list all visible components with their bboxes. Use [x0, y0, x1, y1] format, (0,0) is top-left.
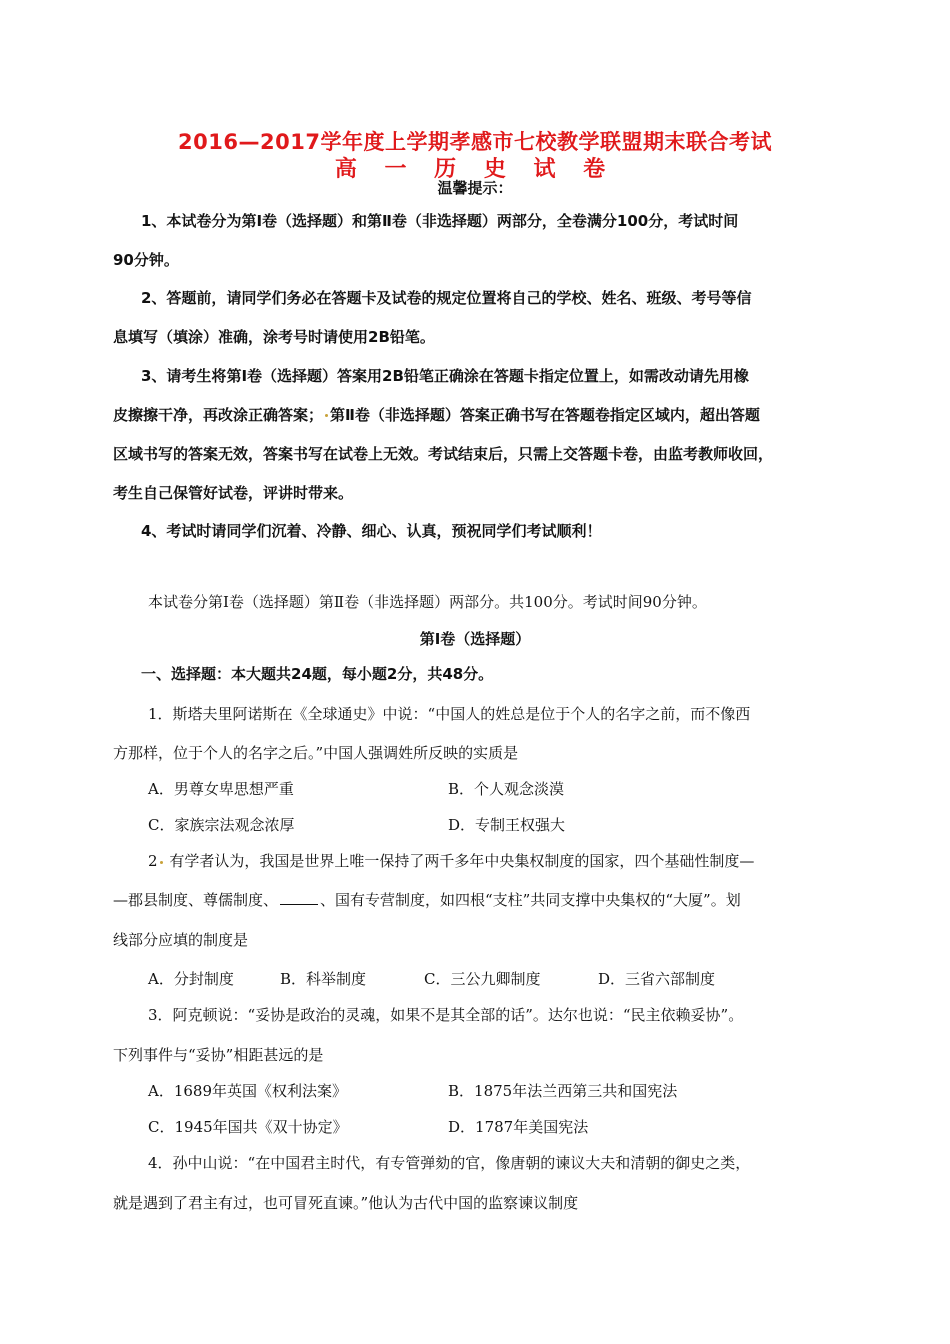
q2-number: 2: [148, 852, 158, 870]
q3-option-c: C．1945年国共《双十协定》: [148, 1118, 348, 1136]
q2-option-a: A．分封制度: [148, 970, 234, 988]
q2-stem-part-1: —郡县制度、尊儒制度、: [113, 891, 279, 909]
q2-stem-text: 有学者认为，我国是世界上唯一保持了两千多年中央集权制度的国家，四个基础性制度—: [169, 852, 755, 870]
section-1-heading: 一、选择题：本大题共24题，每小题2分，共48分。: [141, 665, 494, 683]
fill-in-blank: [280, 890, 318, 905]
q3-stem-line-2: 下列事件与“妥协”相距甚远的是: [113, 1046, 324, 1064]
tip-1-line-1: 1、本试卷分为第Ⅰ卷（选择题）和第Ⅱ卷（非选择题）两部分，全卷满分100分，考试时间: [141, 212, 739, 230]
q2-option-b: B．科举制度: [280, 970, 367, 988]
q2-option-d: D．三省六部制度: [598, 970, 716, 988]
tip-1-line-2: 90分钟。: [113, 251, 179, 269]
q1-option-b: B．个人观念淡漠: [448, 780, 565, 798]
tip-3-line-2-part-1: 皮擦擦干净，再改涂正确答案；: [113, 406, 324, 424]
exam-subtitle: 高 一 历 史 试 卷: [334, 157, 616, 182]
q3-option-d: D．1787年美国宪法: [448, 1118, 589, 1136]
tip-3-line-2: [113, 405, 760, 425]
q1-stem-line-1: 1．斯塔夫里阿诺斯在《全球通史》中说：“中国人的姓总是位于个人的名字之前，而不像西: [148, 705, 751, 723]
q1-option-c: C．家族宗法观念浓厚: [148, 816, 295, 834]
q4-stem-line-2: 就是遇到了君主有过，也可冒死直谏。”他认为古代中国的监察谏议制度: [113, 1194, 579, 1212]
tip-2-line-2: 息填写（填涂）准确，涂考号时请使用2B铅笔。: [113, 328, 435, 346]
exam-title: 2016—2017学年度上学期孝感市七校教学联盟期末联合考试: [178, 130, 772, 154]
tip-4: 4、考试时请同学们沉着、冷静、细心、认真，预祝同学们考试顺利！: [141, 522, 602, 540]
q2-stem-part-2: 、国有专营制度，如四根“支柱”共同支撑中央集权的“大厦”。划: [320, 891, 741, 909]
tip-3-line-1: 3、请考生将第Ⅰ卷（选择题）答案用2B铅笔正确涂在答题卡指定位置上，如需改动请先用橡: [141, 367, 749, 385]
q1-option-d: D．专制王权强大: [448, 816, 566, 834]
tip-3-line-4: 考生自己保管好试卷，评讲时带来。: [113, 484, 354, 502]
tip-3-line-3: 区域书写的答案无效，答案书写在试卷上无效。考试结束后，只需上交答题卡卷，由监考教师收回，: [113, 445, 774, 463]
tip-2-line-1: 2、答题前，请同学们务必在答题卡及试卷的规定位置将自己的学校、姓名、班级、考号等信: [141, 289, 752, 307]
q2-stem-line-2: [113, 890, 741, 910]
intro-text: 本试卷分第Ⅰ卷（选择题）第Ⅱ卷（非选择题）两部分。共100分。考试时间90分钟。: [148, 593, 707, 611]
q3-option-a: A．1689年英国《权利法案》: [148, 1082, 348, 1100]
tip-3-line-2-part-2: 第Ⅱ卷（非选择题）答案正确书写在答题卷指定区域内，超出答题: [330, 406, 760, 424]
q4-stem-line-1: 4．孙中山说：“在中国君主时代，有专管弹劾的官，像唐朝的谏议大夫和清朝的御史之类，: [148, 1154, 751, 1172]
stray-dot-mark: [160, 861, 163, 864]
q3-option-b: B．1875年法兰西第三共和国宪法: [448, 1082, 678, 1100]
stray-dot-mark: [325, 414, 328, 417]
q1-stem-line-2: 方那样，位于个人的名字之后。”中国人强调姓所反映的实质是: [113, 744, 519, 762]
q2-stem-line-1: [148, 851, 754, 871]
q2-stem-line-3: 线部分应填的制度是: [113, 931, 249, 949]
tip-heading: 温馨提示：: [437, 179, 513, 197]
q1-option-a: A．男尊女卑思想严重: [148, 780, 294, 798]
q3-stem-line-1: 3．阿克顿说：“妥协是政治的灵魂，如果不是其全部的话”。达尔也说：“民主依赖妥协”。: [148, 1006, 744, 1024]
part-1-title: 第Ⅰ卷（选择题）: [419, 630, 531, 648]
q2-option-c: C．三公九卿制度: [424, 970, 541, 988]
